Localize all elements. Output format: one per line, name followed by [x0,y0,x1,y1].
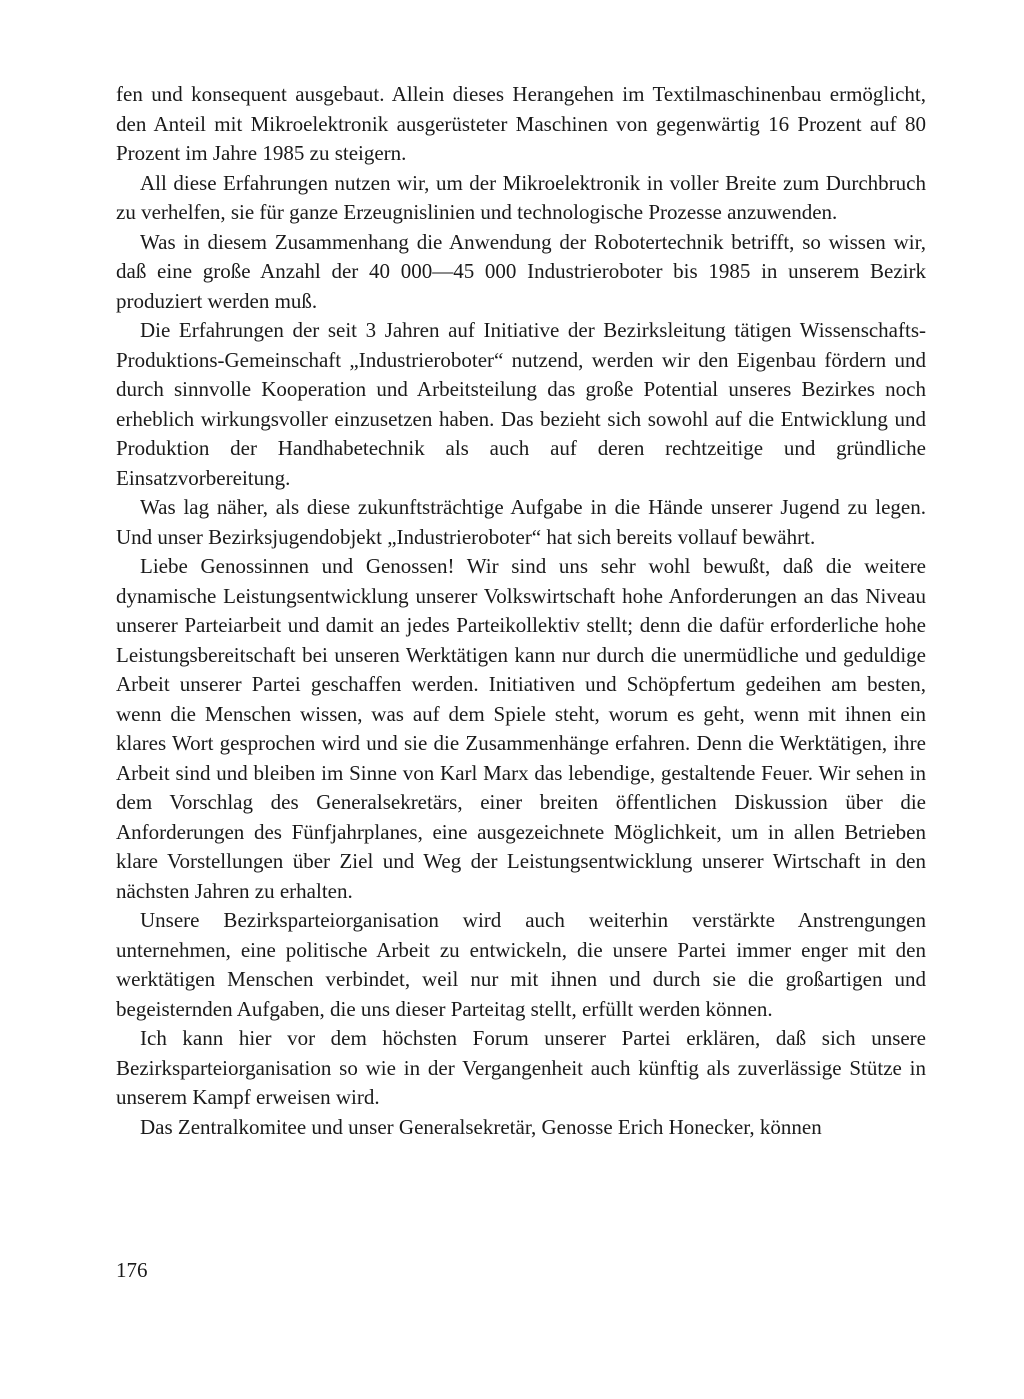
paragraph-2: All diese Erfahrungen nutzen wir, um der Mikroelektronik in voller Breite zum Durchbruch zu verhelfen, sie für ganze Erzeugnislinien und technologische Prozesse anzuwenden. [116,170,926,224]
paragraph-8: Ich kann hier vor dem höchsten Forum unserer Partei erklären, daß sich unsere Bezirksparteiorganisation so wie in der Vergangenheit auch künftig als zuverlässige Stütze in unserem Kampf erweisen wird. [116,1026,926,1109]
paragraph-9: Das Zentralkomitee und unser Generalsekretär, Genosse Erich Honecker, können [140,1114,822,1139]
page-number: 176 [116,1258,148,1282]
paragraph-4: Die Erfahrungen der seit 3 Jahren auf Initiative der Bezirksleitung tätigen Wissenschafts-Produktions-Gemeinschaft „Industrieroboter“ nutzend, werden wir den Eigenbau fördern und durch sinnvolle Kooperation und Arbeitsteilung das große Potential unseres Bezirkes noch erheblich wirkungsvoller einzusetzen haben. Das bezieht sich sowohl auf die Entwicklung und Produktion der Handhabetechnik als auch auf deren rechtzeitige und gründliche Einsatzvorbereitung. [116,318,926,490]
paragraph-5: Was lag näher, als diese zukunftsträchtige Aufgabe in die Hände unserer Jugend zu legen. Und unser Bezirksjugendobjekt „Industrieroboter“ hat sich bereits vollauf bewährt. [116,495,926,549]
paragraph-1: fen und konsequent ausgebaut. Allein dieses Herangehen im Textilmaschinenbau ermöglicht, den Anteil mit Mikroelektronik ausgerüsteter Maschinen von gegenwärtig 16 Prozent auf 80 Prozent im Jahre 1985 zu steigern. [116,82,926,165]
body-text [116,80,926,1142]
paragraph-6: Liebe Genossinnen und Genossen! Wir sind uns sehr wohl bewußt, daß die weitere dynamische Leistungsentwicklung unserer Volkswirtschaft hohe Anforderungen an das Niveau unserer Parteiarbeit und damit an jedes Parteikollektiv stellt; denn die dafür erforderliche hohe Leistungsbereitschaft bei unseren Werktätigen kann nur durch die unermüdliche und geduldige Arbeit unserer Partei geschaffen werden. Initiativen und Schöpfertum gedeihen am besten, wenn die Menschen wissen, was auf dem Spiele steht, worum es geht, wenn mit ihnen ein klares Wort gesprochen wird und sie die Zusammenhänge erfahren. Denn die Werktätigen, ihre Arbeit sind und bleiben im Sinne von Karl Marx das lebendige, gestaltende Feuer. Wir sehen in dem Vorschlag des Generalsekretärs, einer breiten öffentlichen Diskussion über die Anforderungen des Fünfjahrplanes, eine ausgezeichnete Möglichkeit, um in allen Betrieben klare Vorstellungen über Ziel und Weg der Leistungsentwicklung unserer Wirtschaft in den nächsten Jahren zu erhalten. [116,554,926,903]
paragraph-3: Was in diesem Zusammenhang die Anwendung der Robotertechnik betrifft, so wissen wir, daß eine große Anzahl der 40 000—45 000 Industrieroboter bis 1985 in unserem Bezirk produziert werden muß. [116,229,926,313]
paragraph-7: Unsere Bezirksparteiorganisation wird auch weiterhin verstärkte Anstrengungen unternehmen, eine politische Arbeit zu entwickeln, die unsere Partei immer enger mit den werktätigen Menschen verbindet, weil nur mit ihnen und durch sie die großartigen und begeisternden Aufgaben, die uns dieser Parteitag stellt, erfüllt werden können. [116,908,926,1021]
